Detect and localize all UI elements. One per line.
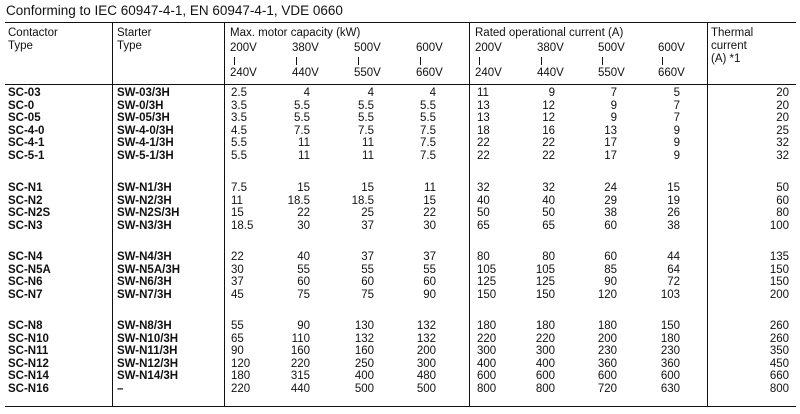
cell-current-500v: 38 <box>604 207 617 220</box>
cell-motor-200v: 18.5 <box>231 219 254 232</box>
cell-current-500v: 60 <box>604 219 617 232</box>
cell-thermal-current: 800 <box>769 383 789 395</box>
cell-current-600v: 19 <box>667 194 680 207</box>
cell-current-200v: 22 <box>477 137 490 150</box>
motor-voltage-top-2: 500V <box>354 42 381 54</box>
cell-motor-200v: 120 <box>231 357 251 370</box>
header-contactor <box>8 27 58 53</box>
cell-starter-type: – <box>117 383 124 395</box>
cell-current-600v: 15 <box>667 182 680 194</box>
cell-motor-200v: 22 <box>231 251 244 263</box>
cell-starter-type: SW-N14/3H <box>117 370 179 383</box>
cell-current-380v: 125 <box>535 276 555 289</box>
header-contactor-line2: Type <box>8 40 33 52</box>
cell-motor-200v: 2.5 <box>231 87 247 99</box>
cell-current-200v: 105 <box>477 263 497 276</box>
cell-current-380v: 32 <box>542 182 555 194</box>
header-thermal-current <box>711 27 753 66</box>
cell-current-200v: 400 <box>477 357 497 370</box>
divider-starter <box>112 22 113 406</box>
cell-current-200v: 32 <box>477 182 490 194</box>
cell-motor-380v: 18.5 <box>287 194 310 207</box>
cell-current-500v: 9 <box>610 112 617 125</box>
cell-current-600v: 230 <box>660 345 680 358</box>
cell-current-600v: 600 <box>660 370 680 383</box>
current-voltage-top-0: 200V <box>475 42 502 54</box>
motor-voltage-top-0: 200V <box>230 42 257 54</box>
cell-starter-type: SW-03/3H <box>117 87 170 99</box>
header-thermal-line3: (A) *1 <box>711 53 741 65</box>
cell-starter-type: SW-N3/3H <box>117 219 172 232</box>
cell-motor-500v: 4 <box>367 87 374 99</box>
cell-current-500v: 7 <box>610 87 617 99</box>
cell-contactor-type: SC-N3 <box>8 219 43 232</box>
cell-current-500v: 60 <box>604 251 617 263</box>
cell-motor-600v: 22 <box>423 207 436 220</box>
cell-current-380v: 300 <box>535 345 555 358</box>
cell-current-200v: 800 <box>477 383 497 395</box>
cell-motor-500v: 130 <box>354 320 374 332</box>
cell-motor-500v: 55 <box>361 263 374 276</box>
table-title: Conforming to IEC 60947-4-1, EN 60947-4-1, VDE 0660 <box>6 3 343 18</box>
cell-motor-600v: 15 <box>423 194 436 207</box>
cell-motor-600v: 4 <box>429 87 436 99</box>
cell-thermal-current: 80 <box>776 207 789 220</box>
cell-starter-type: SW-N7/3H <box>117 288 172 301</box>
cell-current-500v: 24 <box>604 182 617 194</box>
cell-current-200v: 150 <box>477 288 497 301</box>
motor-voltage-range-tick-0 <box>234 57 235 65</box>
motor-voltage-bottom-2: 550V <box>354 67 381 79</box>
cell-current-200v: 50 <box>477 207 490 220</box>
cell-current-380v: 80 <box>542 251 555 263</box>
header-starter-line2: Type <box>117 40 142 52</box>
cell-motor-500v: 37 <box>361 219 374 232</box>
current-voltage-bottom-2: 550V <box>598 67 625 79</box>
cell-motor-500v: 18.5 <box>351 194 374 207</box>
cell-current-200v: 18 <box>477 124 490 137</box>
cell-thermal-current: 150 <box>769 276 789 289</box>
current-voltage-bottom-1: 440V <box>537 67 564 79</box>
cell-thermal-current: 60 <box>776 194 789 207</box>
cell-motor-380v: 11 <box>298 150 310 162</box>
cell-thermal-current: 135 <box>769 251 789 263</box>
cell-contactor-type: SC-N10 <box>8 332 49 345</box>
cell-current-600v: 44 <box>667 251 680 263</box>
cell-thermal-current: 660 <box>769 370 789 383</box>
header-motor-capacity: Max. motor capacity (kW) <box>230 27 361 39</box>
motor-voltage-range-tick-3 <box>420 57 421 65</box>
cell-motor-380v: 7.5 <box>294 124 310 137</box>
cell-current-500v: 600 <box>597 370 617 383</box>
cell-motor-200v: 65 <box>231 332 244 345</box>
cell-motor-200v: 4.5 <box>231 124 247 137</box>
cell-motor-380v: 60 <box>297 276 310 289</box>
cell-current-600v: 9 <box>673 137 680 150</box>
cell-current-200v: 125 <box>477 276 497 289</box>
cell-current-380v: 220 <box>535 332 555 345</box>
cell-current-200v: 22 <box>477 150 490 162</box>
cell-current-200v: 80 <box>477 251 490 263</box>
cell-thermal-current: 260 <box>769 320 789 332</box>
cell-motor-500v: 11 <box>362 137 374 150</box>
cell-current-600v: 38 <box>667 219 680 232</box>
cell-motor-380v: 55 <box>297 263 310 276</box>
cell-motor-380v: 11 <box>298 137 310 150</box>
cell-current-380v: 9 <box>548 87 555 99</box>
cell-motor-500v: 15 <box>361 182 374 194</box>
cell-current-380v: 105 <box>535 263 555 276</box>
motor-voltage-range-tick-2 <box>358 57 359 65</box>
cell-contactor-type: SC-N6 <box>8 276 43 289</box>
cell-thermal-current: 350 <box>769 345 789 358</box>
cell-motor-600v: 5.5 <box>420 112 436 125</box>
cell-motor-600v: 60 <box>423 276 436 289</box>
header-bottom-rule <box>5 84 796 85</box>
cell-starter-type: SW-05/3H <box>117 112 170 125</box>
cell-current-380v: 50 <box>542 207 555 220</box>
cell-current-500v: 720 <box>597 383 617 395</box>
cell-current-500v: 90 <box>604 276 617 289</box>
current-voltage-range-tick-0 <box>479 57 480 65</box>
cell-current-380v: 12 <box>542 112 555 125</box>
cell-motor-200v: 3.5 <box>231 112 247 125</box>
cell-contactor-type: SC-N7 <box>8 288 43 301</box>
cell-current-500v: 17 <box>604 150 617 162</box>
cell-motor-200v: 45 <box>231 288 244 301</box>
motor-voltage-top-1: 380V <box>292 42 319 54</box>
cell-starter-type: SW-N8/3H <box>117 320 172 332</box>
cell-current-380v: 65 <box>542 219 555 232</box>
cell-motor-200v: 180 <box>231 370 251 383</box>
cell-thermal-current: 50 <box>776 182 789 194</box>
cell-current-380v: 22 <box>542 137 555 150</box>
cell-thermal-current: 20 <box>776 99 789 112</box>
cell-current-200v: 180 <box>477 320 497 332</box>
cell-contactor-type: SC-N5A <box>8 263 51 276</box>
header-rated-current: Rated operational current (A) <box>475 27 624 39</box>
cell-current-380v: 16 <box>542 124 555 137</box>
cell-motor-600v: 7.5 <box>420 124 436 137</box>
cell-contactor-type: SC-N11 <box>8 345 49 358</box>
cell-motor-500v: 11 <box>362 150 374 162</box>
cell-starter-type: SW-N1/3H <box>117 182 172 194</box>
cell-starter-type: SW-N2S/3H <box>117 207 180 220</box>
current-voltage-top-3: 600V <box>658 42 685 54</box>
cell-current-200v: 13 <box>477 99 490 112</box>
cell-current-500v: 230 <box>597 345 617 358</box>
cell-motor-200v: 37 <box>231 276 244 289</box>
cell-motor-380v: 40 <box>297 251 310 263</box>
divider-thermal <box>707 22 708 406</box>
cell-motor-380v: 440 <box>290 383 310 395</box>
cell-current-600v: 9 <box>673 150 680 162</box>
cell-thermal-current: 25 <box>776 124 789 137</box>
motor-voltage-bottom-0: 240V <box>230 67 257 79</box>
cell-motor-380v: 110 <box>291 332 310 345</box>
cell-starter-type: SW-N11/3H <box>117 345 178 358</box>
cell-contactor-type: SC-05 <box>8 112 41 125</box>
cell-thermal-current: 200 <box>769 288 789 301</box>
header-thermal-line2: current <box>711 40 747 52</box>
cell-motor-500v: 500 <box>354 383 374 395</box>
cell-current-600v: 72 <box>667 276 680 289</box>
cell-current-380v: 180 <box>535 320 555 332</box>
cell-motor-200v: 220 <box>231 383 251 395</box>
cell-motor-600v: 132 <box>416 332 436 345</box>
cell-motor-200v: 11 <box>231 194 243 207</box>
cell-current-500v: 120 <box>597 288 617 301</box>
cell-motor-380v: 22 <box>297 207 310 220</box>
cell-current-200v: 220 <box>477 332 497 345</box>
header-starter-line1: Starter <box>117 27 152 39</box>
divider-motor <box>224 22 225 406</box>
cell-motor-600v: 11 <box>424 182 436 194</box>
cell-contactor-type: SC-N12 <box>8 357 49 370</box>
cell-current-200v: 13 <box>477 112 490 125</box>
cell-starter-type: SW-N6/3H <box>117 276 172 289</box>
cell-starter-type: SW-4-0/3H <box>117 124 174 137</box>
cell-current-600v: 360 <box>660 357 680 370</box>
cell-contactor-type: SC-N8 <box>8 320 43 332</box>
cell-starter-type: SW-4-1/3H <box>117 137 174 150</box>
cell-contactor-type: SC-4-0 <box>8 124 45 137</box>
current-voltage-range-tick-1 <box>541 57 542 65</box>
cell-motor-380v: 30 <box>297 219 310 232</box>
motor-voltage-bottom-3: 660V <box>416 67 443 79</box>
cell-motor-600v: 30 <box>423 219 436 232</box>
cell-motor-380v: 220 <box>290 357 310 370</box>
cell-thermal-current: 20 <box>776 112 789 125</box>
cell-motor-600v: 5.5 <box>420 99 436 112</box>
cell-starter-type: SW-N2/3H <box>117 194 172 207</box>
cell-thermal-current: 32 <box>776 150 789 162</box>
cell-motor-380v: 160 <box>290 345 310 358</box>
cell-starter-type: SW-0/3H <box>117 99 164 112</box>
cell-motor-380v: 5.5 <box>294 112 310 125</box>
cell-current-380v: 800 <box>535 383 555 395</box>
cell-motor-600v: 7.5 <box>420 137 436 150</box>
cell-motor-600v: 37 <box>423 251 436 263</box>
cell-current-500v: 9 <box>610 99 617 112</box>
cell-starter-type: SW-N4/3H <box>117 251 172 263</box>
cell-motor-200v: 15 <box>231 207 244 220</box>
cell-motor-600v: 90 <box>423 288 436 301</box>
cell-contactor-type: SC-N1 <box>8 182 43 194</box>
cell-motor-380v: 90 <box>297 320 310 332</box>
current-voltage-range-tick-3 <box>662 57 663 65</box>
cell-current-600v: 7 <box>673 112 680 125</box>
cell-current-600v: 9 <box>673 124 680 137</box>
cell-motor-200v: 5.5 <box>231 137 247 150</box>
motor-voltage-bottom-1: 440V <box>292 67 319 79</box>
cell-contactor-type: SC-5-1 <box>8 150 45 162</box>
cell-motor-380v: 15 <box>297 182 310 194</box>
cell-starter-type: SW-N12/3H <box>117 357 179 370</box>
cell-current-500v: 360 <box>597 357 617 370</box>
cell-current-380v: 40 <box>542 194 555 207</box>
current-voltage-top-2: 500V <box>598 42 625 54</box>
cell-motor-200v: 90 <box>231 345 244 358</box>
cell-current-500v: 29 <box>604 194 617 207</box>
current-voltage-bottom-3: 660V <box>658 67 685 79</box>
cell-thermal-current: 100 <box>769 219 789 232</box>
cell-current-500v: 17 <box>604 137 617 150</box>
cell-contactor-type: SC-N14 <box>8 370 49 383</box>
cell-motor-600v: 55 <box>423 263 436 276</box>
motor-voltage-top-3: 600V <box>416 42 443 54</box>
cell-motor-500v: 5.5 <box>358 99 374 112</box>
table-top-rule <box>5 22 796 23</box>
cell-contactor-type: SC-N4 <box>8 251 43 263</box>
motor-voltage-range-tick-1 <box>296 57 297 65</box>
cell-current-500v: 200 <box>597 332 617 345</box>
cell-motor-500v: 60 <box>361 276 374 289</box>
cell-motor-200v: 5.5 <box>231 150 247 162</box>
cell-motor-500v: 37 <box>361 251 374 263</box>
cell-starter-type: SW-5-1/3H <box>117 150 174 162</box>
cell-motor-500v: 75 <box>361 288 374 301</box>
cell-current-600v: 103 <box>660 288 680 301</box>
cell-current-380v: 12 <box>542 99 555 112</box>
header-thermal-line1: Thermal <box>711 27 754 39</box>
cell-current-600v: 7 <box>673 99 680 112</box>
cell-current-200v: 65 <box>477 219 490 232</box>
cell-contactor-type: SC-N2S <box>8 207 51 220</box>
cell-motor-500v: 160 <box>354 345 374 358</box>
cell-motor-500v: 250 <box>354 357 374 370</box>
cell-thermal-current: 32 <box>776 137 789 150</box>
cell-contactor-type: SC-0 <box>8 99 35 112</box>
table-bottom-rule <box>5 406 796 407</box>
cell-current-600v: 180 <box>660 332 680 345</box>
cell-current-380v: 150 <box>535 288 555 301</box>
cell-motor-200v: 7.5 <box>231 182 247 194</box>
cell-contactor-type: SC-N16 <box>8 383 49 395</box>
cell-motor-600v: 200 <box>416 345 436 358</box>
cell-contactor-type: SC-4-1 <box>8 137 45 150</box>
cell-contactor-type: SC-03 <box>8 87 41 99</box>
cell-motor-600v: 480 <box>416 370 436 383</box>
cell-current-500v: 85 <box>604 263 617 276</box>
cell-current-600v: 26 <box>667 207 680 220</box>
cell-motor-380v: 75 <box>297 288 310 301</box>
cell-motor-380v: 315 <box>290 370 310 383</box>
cell-motor-500v: 132 <box>354 332 374 345</box>
cell-thermal-current: 150 <box>769 263 789 276</box>
cell-thermal-current: 260 <box>769 332 789 345</box>
cell-motor-200v: 30 <box>231 263 244 276</box>
cell-current-380v: 600 <box>535 370 555 383</box>
cell-current-600v: 64 <box>667 263 680 276</box>
cell-current-600v: 630 <box>660 383 680 395</box>
cell-motor-600v: 500 <box>416 383 436 395</box>
cell-motor-600v: 300 <box>416 357 436 370</box>
cell-starter-type: SW-N10/3H <box>117 332 179 345</box>
cell-motor-200v: 55 <box>231 320 244 332</box>
cell-motor-500v: 400 <box>354 370 374 383</box>
cell-motor-380v: 4 <box>303 87 310 99</box>
cell-current-380v: 400 <box>535 357 555 370</box>
cell-motor-500v: 25 <box>361 207 374 220</box>
cell-thermal-current: 20 <box>776 87 789 99</box>
divider-current <box>469 22 470 406</box>
cell-thermal-current: 450 <box>769 357 789 370</box>
cell-contactor-type: SC-N2 <box>8 194 43 207</box>
cell-current-600v: 5 <box>673 87 680 99</box>
header-contactor-line1: Contactor <box>8 27 58 39</box>
header-starter <box>117 27 152 53</box>
cell-current-200v: 11 <box>477 87 489 99</box>
current-voltage-range-tick-2 <box>602 57 603 65</box>
cell-motor-380v: 5.5 <box>294 99 310 112</box>
cell-current-380v: 22 <box>542 150 555 162</box>
cell-current-200v: 300 <box>477 345 497 358</box>
cell-motor-500v: 7.5 <box>358 124 374 137</box>
cell-current-200v: 600 <box>477 370 497 383</box>
cell-motor-600v: 132 <box>416 320 436 332</box>
cell-motor-600v: 7.5 <box>420 150 436 162</box>
cell-starter-type: SW-N5A/3H <box>117 263 181 276</box>
current-voltage-top-1: 380V <box>537 42 564 54</box>
cell-current-600v: 150 <box>660 320 680 332</box>
cell-motor-500v: 5.5 <box>358 112 374 125</box>
cell-current-500v: 13 <box>604 124 617 137</box>
cell-current-200v: 40 <box>477 194 490 207</box>
cell-current-500v: 180 <box>597 320 617 332</box>
current-voltage-bottom-0: 240V <box>475 67 502 79</box>
cell-motor-200v: 3.5 <box>231 99 247 112</box>
